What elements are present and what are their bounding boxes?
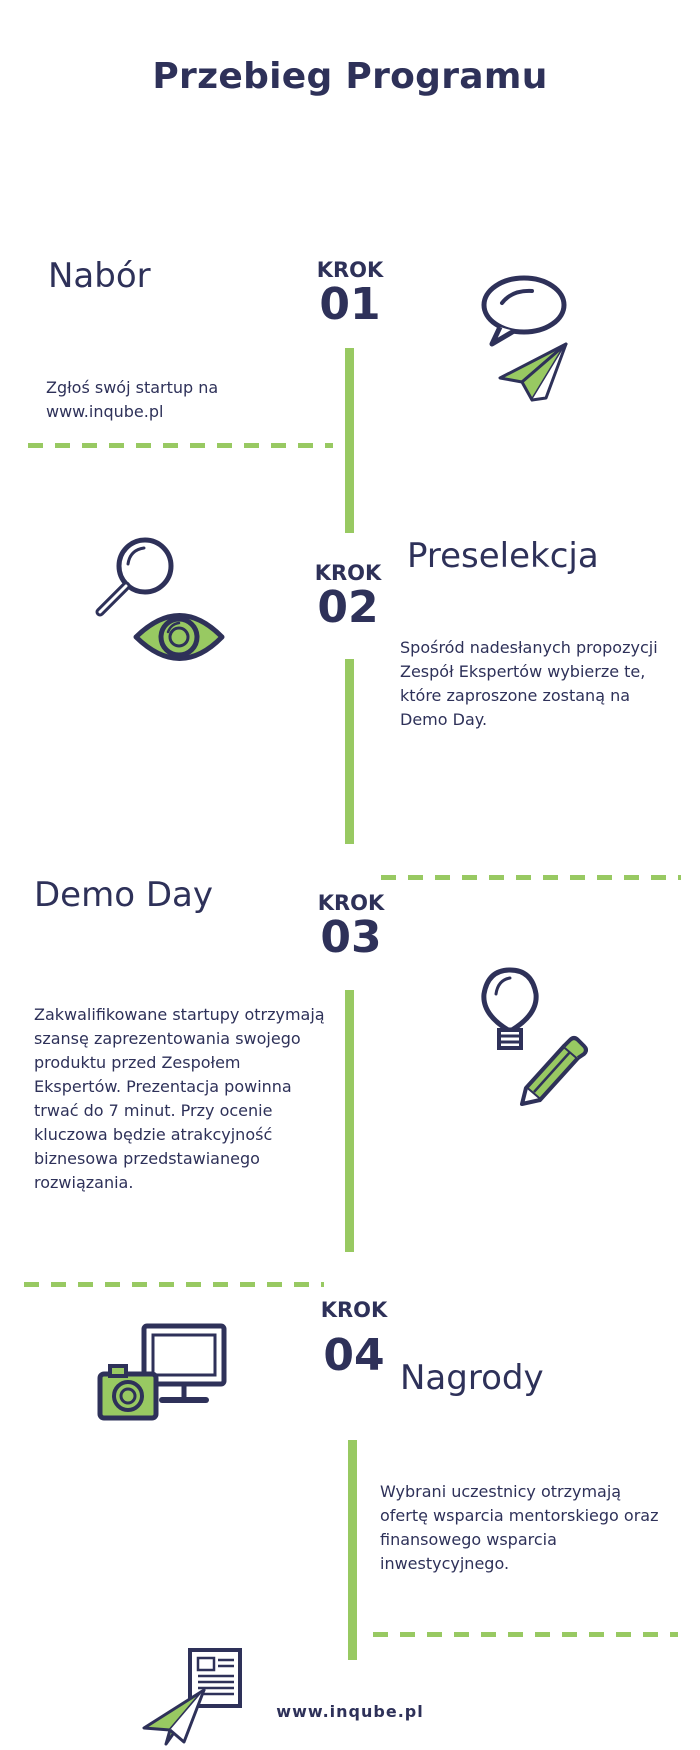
step-4-description: Wybrani uczestnicy otrzymają ofertę wsparcia mentorskiego oraz finansowego wsparcia inwestycyjnego. [380, 1482, 659, 1573]
camera-icon [100, 1366, 156, 1418]
footer-url-link[interactable]: www.inqube.pl [276, 1702, 424, 1721]
dashed-divider-2 [381, 875, 681, 880]
step-1-description: Zgłoś swój startup na www.inqube.pl [46, 378, 219, 421]
step-1-heading: Nabór [48, 256, 151, 296]
dashed-divider-1 [28, 443, 333, 448]
timeline-segment-1 [345, 348, 354, 533]
step-2-description: Spośród nadesłanych propozycji Zespół Ekspertów wybierze te, które zaproszone zostaną na Demo Day. [400, 638, 658, 729]
speech-bubble-icon [484, 278, 564, 344]
dashed-divider-4 [373, 1632, 678, 1637]
footer-icon-group [140, 1646, 250, 1746]
eye-icon [136, 616, 222, 659]
timeline-segment-2 [345, 659, 354, 844]
dashed-divider-3 [24, 1282, 324, 1287]
timeline-segment-3 [345, 990, 354, 1252]
step-2-krok-label: KROK [314, 561, 382, 585]
step-4-number: 04 [323, 1330, 385, 1381]
step-1-icon-group [478, 270, 573, 410]
step-3-description: Zakwalifikowane startupy otrzymają szansę zaprezentowania swojego produktu przed Zespołem Ekspertów. Prezentacja powinna trwać do 7 minut. Przy ocenie kluczowa będzie atrakcyjność biznesowa przedstawianego rozwiązania. [34, 1005, 325, 1192]
magnifier-icon [100, 540, 171, 612]
step-2-icon-group [88, 532, 228, 672]
step-3-krok-label: KROK [317, 891, 385, 915]
step-3-heading: Demo Day [34, 875, 213, 915]
step-3-number: 03 [320, 912, 382, 963]
page-title: Przebieg Programu [152, 56, 548, 97]
step-2-heading: Preselekcja [407, 536, 599, 576]
paper-plane-icon [144, 1690, 204, 1744]
lightbulb-icon [484, 970, 536, 1048]
timeline-segment-4 [348, 1440, 357, 1660]
step-3-icon-group [478, 966, 588, 1106]
step-4-krok-label: KROK [320, 1298, 388, 1322]
paper-plane-icon [500, 344, 566, 400]
step-2-number: 02 [317, 582, 379, 633]
step-1-krok-label: KROK [316, 258, 384, 282]
pencil-icon [522, 1038, 586, 1104]
step-1-number: 01 [319, 279, 381, 330]
step-4-icon-group [96, 1322, 236, 1432]
step-4-heading: Nagrody [400, 1358, 544, 1398]
